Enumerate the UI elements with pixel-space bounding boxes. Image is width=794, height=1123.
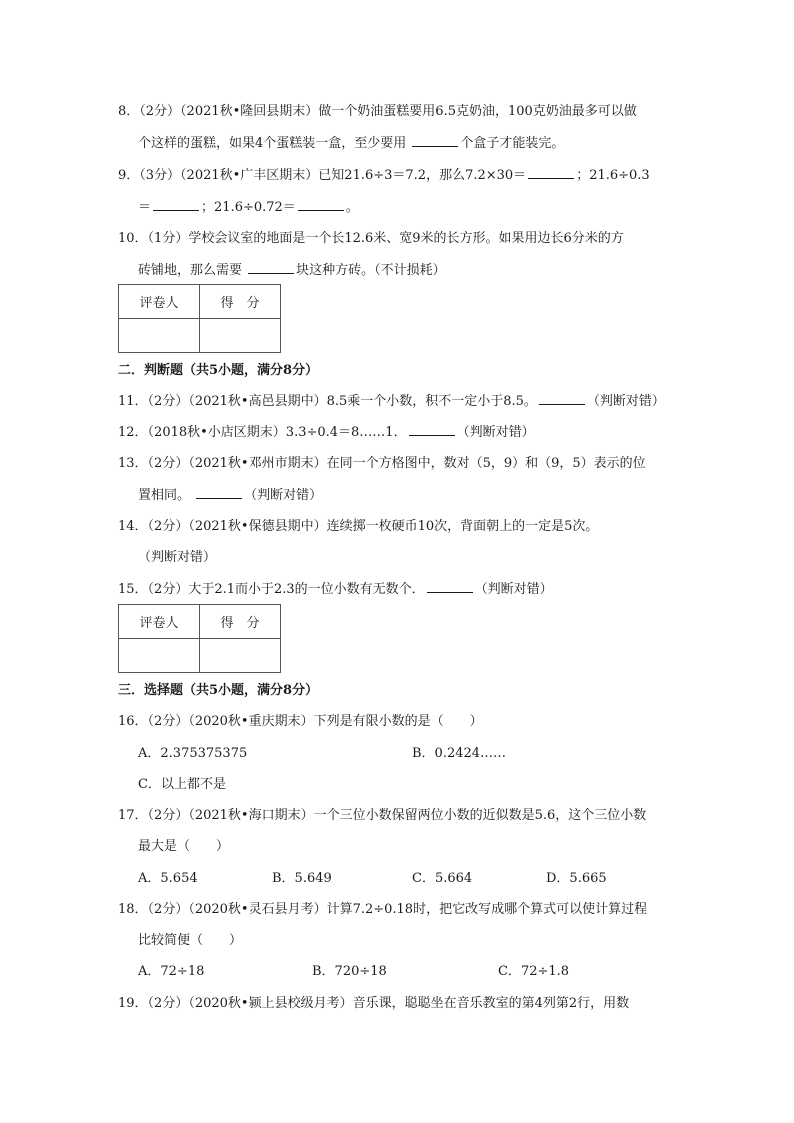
question-14-line-2: （判断对错） [138, 550, 217, 565]
option-a[interactable]: A．72÷18 [138, 964, 205, 979]
option-b[interactable]: B．0.2424…… [412, 746, 507, 761]
question-10-line-2: 砖铺地，那么需要 块这种方砖。（不计损耗） [138, 263, 446, 278]
question-16-stem: 16．（2分）（2020秋•重庆期末）下列是有限小数的是（ ） [118, 714, 483, 729]
answer-blank[interactable] [409, 423, 455, 436]
question-9-line-2: ＝ ；21.6÷0.72＝ 。 [138, 200, 359, 215]
option-b[interactable]: B．720÷18 [312, 964, 387, 979]
question-19-line-1: 19．（2分）（2020秋•颍上县校级月考）音乐课，聪聪坐在音乐教室的第4列第2行，用数 [118, 996, 630, 1011]
grader-label: 评卷人 [119, 285, 200, 319]
question-18-line-1: 18．（2分）（2020秋•灵石县月考）计算7.2÷0.18时，把它改写成哪个算式可以使计算过程 [118, 902, 648, 917]
section-3-title: 三．选择题（共5小题，满分8分） [118, 683, 319, 698]
option-a[interactable]: A．5.654 [138, 871, 198, 886]
score-label: 得 分 [200, 285, 281, 319]
question-17-line-1: 17．（2分）（2021秋•海口期末）一个三位小数保留两位小数的近似数是5.6，这个三位小数 [118, 808, 647, 823]
question-8-line-1: 8．（2分）（2021秋•隆回县期末）做一个奶油蛋糕要用6.5克奶油，100克奶油最多可以做 [118, 104, 637, 119]
score-label: 得 分 [200, 605, 281, 639]
question-10-line-1: 10．（1分）学校会议室的地面是一个长12.6米、宽9米的长方形。如果用边长6分米的方 [118, 231, 624, 246]
question-14-line-1: 14．（2分）（2021秋•保德县期中）连续掷一枚硬币10次，背面朝上的一定是5次。 [118, 519, 599, 534]
grader-label: 评卷人 [119, 605, 200, 639]
option-c[interactable]: C．72÷1.8 [498, 964, 570, 979]
option-b[interactable]: B．5.649 [272, 871, 332, 886]
grader-cell[interactable] [119, 319, 200, 353]
answer-blank[interactable] [427, 580, 473, 593]
answer-blank[interactable] [298, 198, 344, 211]
question-17-line-2: 最大是（ ） [138, 839, 230, 854]
question-11: 11．（2分）（2021秋•高邑县期中）8.5乘一个小数，积不一定小于8.5。 （判断对错） [118, 394, 665, 409]
answer-blank[interactable] [153, 198, 199, 211]
answer-blank[interactable] [539, 392, 585, 405]
option-d[interactable]: D．5.665 [546, 871, 607, 886]
question-8-line-2: 个这样的蛋糕，如果4个蛋糕装一盒，至少要用 个盒子才能装完。 [138, 136, 565, 151]
question-18-line-2: 比较简便（ ） [138, 933, 243, 948]
question-13-line-2: 置相同。 （判断对错） [138, 488, 323, 503]
score-table [118, 284, 281, 353]
question-15: 15．（2分）大于2.1而小于2.3的一位小数有无数个． （判断对错） [118, 582, 553, 597]
option-c[interactable]: C．5.664 [412, 871, 473, 886]
answer-blank[interactable] [196, 486, 242, 499]
grader-cell[interactable] [119, 639, 200, 673]
score-table [118, 604, 281, 673]
option-c[interactable]: C．以上都不是 [138, 777, 226, 792]
option-a[interactable]: A．2.375375375 [138, 746, 248, 761]
score-cell[interactable] [200, 319, 281, 353]
question-9-line-1: 9．（3分）（2021秋•广丰区期末）已知21.6÷3＝7.2，那么7.2×30＝ ；21.6÷0.3 [118, 168, 650, 183]
score-cell[interactable] [200, 639, 281, 673]
question-12: 12．（2018秋•小店区期末）3.3÷0.4＝8……1． （判断对错） [118, 425, 535, 440]
answer-blank[interactable] [412, 134, 458, 147]
answer-blank[interactable] [528, 166, 574, 179]
answer-blank[interactable] [248, 261, 294, 274]
question-13-line-1: 13．（2分）（2021秋•邓州市期末）在同一个方格图中，数对（5，9）和（9，5）表示的位 [118, 456, 646, 471]
section-2-title: 二．判断题（共5小题，满分8分） [118, 363, 319, 378]
